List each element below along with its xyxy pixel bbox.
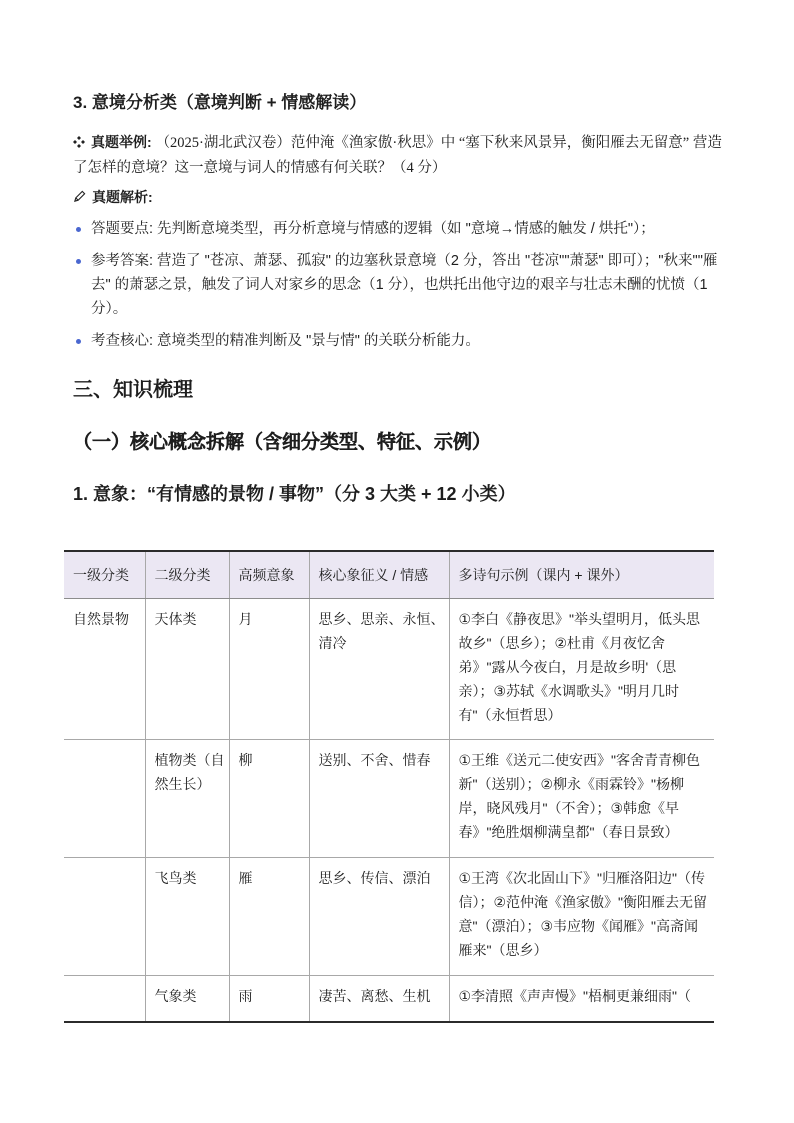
analysis-bullet-list [73, 217, 725, 361]
cell-primary-category [64, 857, 145, 975]
imagery-table [64, 550, 714, 1023]
bullet-dot [73, 249, 91, 273]
cell-imagery [229, 857, 309, 975]
bullet-dot [73, 329, 91, 353]
pencil-icon [73, 186, 86, 210]
cell-symbolism [309, 739, 449, 857]
cell-secondary-category [145, 598, 229, 739]
cell-primary-category [64, 598, 145, 739]
cell-secondary-category [145, 857, 229, 975]
table-header-cell: 核心象征义 / 情感 [309, 551, 449, 598]
list-item [73, 329, 725, 353]
analysis-label: 真题解析: [92, 189, 153, 205]
cell-imagery [229, 739, 309, 857]
cell-text: ①王湾《次北固山下》"归雁洛阳边"（传信）；②范仲淹《渔家傲》"衡阳雁去无留意"（漂泊）；③韦应物《闻雁》"高斋闻雁来"（思乡） [458, 869, 708, 958]
cell-examples [449, 857, 714, 975]
cell-text: 天体类 [154, 610, 197, 627]
example-label: 真题举例: [91, 134, 152, 150]
table-row [64, 857, 714, 975]
cell-examples [449, 598, 714, 739]
list-item [73, 217, 725, 241]
cell-text: 送别、不舍、惜春 [318, 751, 431, 768]
cell-text: 凄苦、离愁、生机 [318, 987, 431, 1004]
cell-text: ①王维《送元二使安西》"客舍青青柳色新"（送别）；②柳永《雨霖铃》"杨柳岸，晓风残月"（不舍）；③韩愈《早春》"绝胜烟柳满皇都"（春日景致） [458, 751, 701, 840]
topic-heading: 1. 意象：“有情感的景物 / 事物”（分 3 大类 + 12 小类） [73, 484, 516, 504]
cell-symbolism [309, 975, 449, 1022]
knowledge-heading: 三、知识梳理 [73, 379, 193, 401]
cell-examples [449, 975, 714, 1022]
table-header-cell: 高频意象 [229, 551, 309, 598]
table-row [64, 975, 714, 1022]
table-header-cell: 二级分类 [145, 551, 229, 598]
subsection-heading: （一）核心概念拆解（含细分类型、特征、示例） [73, 432, 492, 453]
bullet-text: 答题要点: 先判断意境类型，再分析意境与情感的逻辑（如 "意境→情感的触发 / 烘托"）； [91, 221, 655, 237]
table-header-cell: 多诗句示例（课内 + 课外） [449, 551, 714, 598]
cell-text: 气象类 [154, 987, 197, 1004]
exam-example [73, 130, 725, 180]
cell-text: 思乡、思亲、永恒、清冷 [318, 610, 445, 651]
section-heading: 3. 意境分析类（意境判断 + 情感解读） [73, 93, 367, 112]
cell-symbolism [309, 598, 449, 739]
cell-text: 月 [238, 610, 253, 627]
cell-symbolism [309, 857, 449, 975]
table-row [64, 598, 714, 739]
cell-text: 雁 [238, 869, 253, 886]
cell-text: 思乡、传信、漂泊 [318, 869, 431, 886]
cell-primary-category [64, 975, 145, 1022]
cell-text: ①李清照《声声慢》"梧桐更兼细雨"（ [458, 987, 691, 1004]
bullet-dot [73, 217, 91, 241]
cell-text: 飞鸟类 [154, 869, 197, 886]
cell-text: 柳 [238, 751, 253, 768]
cell-text: ①李白《静夜思》"举头望明月，低头思故乡"（思乡）；②杜甫《月夜忆舍弟》"露从今夜白，月是故乡明'（思亲）；③苏轼《水调歌头》"明月几时有"（永恒哲思） [458, 610, 701, 723]
cell-secondary-category [145, 739, 229, 857]
cell-text: 植物类（自然生长） [154, 751, 225, 792]
cell-imagery [229, 598, 309, 739]
table-header-row [64, 551, 714, 598]
cell-text: 自然景物 [73, 610, 129, 627]
example-question: （2025·湖北武汉卷）范仲淹《渔家傲·秋思》中 “塞下秋来风景异，衡阳雁去无留意” 营造了怎样的意境？这一意境与词人的情感有何关联？（4 分） [73, 135, 722, 176]
cell-examples [449, 739, 714, 857]
table-row [64, 739, 714, 857]
cell-text: 雨 [238, 987, 253, 1004]
diamond-icon [73, 131, 85, 155]
cell-imagery [229, 975, 309, 1022]
bullet-text: 考查核心: 意境类型的精准判断及 "景与情" 的关联分析能力。 [91, 333, 480, 349]
table-header-cell: 一级分类 [64, 551, 145, 598]
bullet-text: 参考答案: 营造了 "苍凉、萧瑟、孤寂" 的边塞秋景意境（2 分，答出 "苍凉""萧瑟" 即可）；"秋来""雁去" 的萧瑟之景，触发了词人对家乡的思念（1 分），也烘托出他守边的艰辛与壮志未酬的忧愤（1 分）。 [91, 253, 718, 317]
analysis-heading [73, 185, 153, 210]
cell-primary-category [64, 739, 145, 857]
list-item [73, 249, 725, 321]
cell-secondary-category [145, 975, 229, 1022]
